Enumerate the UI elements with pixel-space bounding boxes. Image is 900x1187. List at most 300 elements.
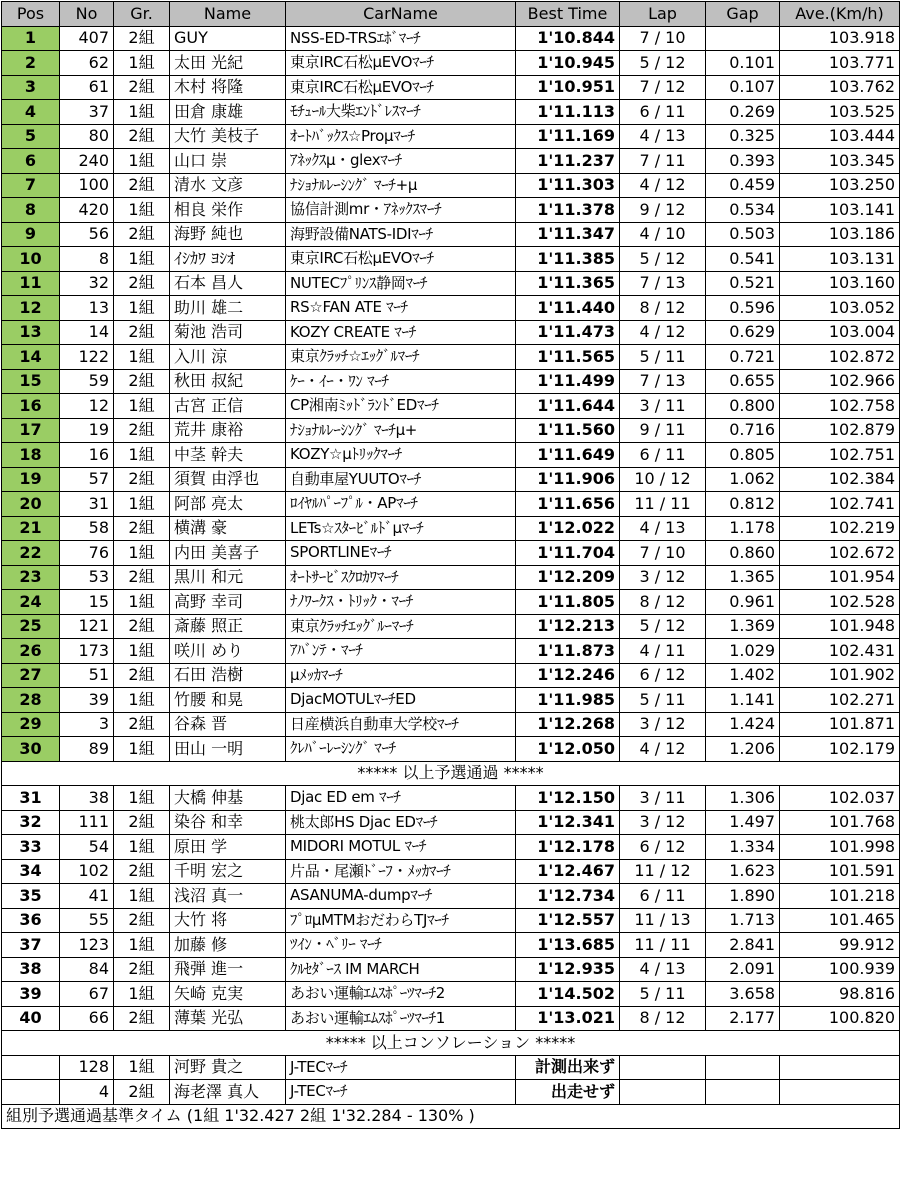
- cell-average-speed: 98.816: [780, 982, 900, 1007]
- cell-best-time: 1'12.246: [516, 663, 620, 688]
- cell-pos: 26: [2, 639, 60, 664]
- header-pos: Pos: [2, 2, 60, 27]
- cell-car-number: 56: [60, 222, 114, 247]
- cell-gap: 1.178: [706, 516, 780, 541]
- cell-pos: 1: [2, 26, 60, 51]
- cell-pos: 20: [2, 492, 60, 517]
- cell-car-name: ｸﾚﾊﾞｰﾚｰｼﾝｸﾞ ﾏｰﾁ: [286, 737, 516, 762]
- cell-car-name: ﾅｼｮﾅﾙﾚｰｼﾝｸﾞ ﾏｰﾁ+μ: [286, 173, 516, 198]
- table-row: [2, 492, 900, 517]
- cell-car-number: 59: [60, 369, 114, 394]
- cell-driver-name: 河野 貴之: [170, 1055, 286, 1080]
- table-row: [2, 124, 900, 149]
- cell-lap: 5 / 12: [620, 51, 706, 76]
- cell-best-time: 1'11.704: [516, 541, 620, 566]
- cell-best-time: 1'12.341: [516, 810, 620, 835]
- cell-gap: 3.658: [706, 982, 780, 1007]
- table-row: [2, 590, 900, 615]
- header-car-name: CarName: [286, 2, 516, 27]
- cell-pos: 14: [2, 345, 60, 370]
- cell-group: 1組: [114, 737, 170, 762]
- cell-lap: 7 / 11: [620, 149, 706, 174]
- table-row: [2, 51, 900, 76]
- cell-pos: 39: [2, 982, 60, 1007]
- table-row: [2, 663, 900, 688]
- table-row: [2, 296, 900, 321]
- cell-gap: 1.497: [706, 810, 780, 835]
- cell-group: 2組: [114, 418, 170, 443]
- cell-pos: 7: [2, 173, 60, 198]
- cell-car-name: 日産横浜自動車大学校ﾏｰﾁ: [286, 712, 516, 737]
- cell-pos: 29: [2, 712, 60, 737]
- cell-group: 1組: [114, 443, 170, 468]
- table-row: [2, 247, 900, 272]
- cell-driver-name: 山口 崇: [170, 149, 286, 174]
- cell-average-speed: [780, 1055, 900, 1080]
- cell-average-speed: 102.879: [780, 418, 900, 443]
- cell-lap: [620, 1080, 706, 1105]
- cell-lap: 3 / 11: [620, 394, 706, 419]
- cell-car-number: 61: [60, 75, 114, 100]
- cell-gap: 0.107: [706, 75, 780, 100]
- table-row: [2, 443, 900, 468]
- cell-pos: 11: [2, 271, 60, 296]
- cell-lap: 3 / 11: [620, 786, 706, 811]
- cell-car-number: 58: [60, 516, 114, 541]
- cell-lap: 4 / 12: [620, 737, 706, 762]
- cell-gap: 1.369: [706, 614, 780, 639]
- cell-car-name: RS☆FAN ATE ﾏｰﾁ: [286, 296, 516, 321]
- cell-average-speed: 102.384: [780, 467, 900, 492]
- cell-driver-name: 千明 宏之: [170, 859, 286, 884]
- cell-car-number: 16: [60, 443, 114, 468]
- cell-group: 1組: [114, 786, 170, 811]
- cell-gap: 0.541: [706, 247, 780, 272]
- cell-average-speed: 102.431: [780, 639, 900, 664]
- cell-best-time: 1'12.268: [516, 712, 620, 737]
- cell-car-number: 54: [60, 835, 114, 860]
- cell-average-speed: 99.912: [780, 933, 900, 958]
- cell-best-time: 1'12.209: [516, 565, 620, 590]
- cell-car-name: 東京IRC石松μEVOﾏｰﾁ: [286, 75, 516, 100]
- cell-car-name: 東京ｸﾗｯﾁｴｯｸﾞﾙｰﾏｰﾁ: [286, 614, 516, 639]
- cell-average-speed: 103.160: [780, 271, 900, 296]
- cell-gap: 0.800: [706, 394, 780, 419]
- table-row: [2, 198, 900, 223]
- cell-best-time: 1'11.473: [516, 320, 620, 345]
- cell-pos: 32: [2, 810, 60, 835]
- cell-best-time: 計測出来ず: [516, 1055, 620, 1080]
- cell-best-time: 1'11.365: [516, 271, 620, 296]
- table-row: [2, 982, 900, 1007]
- cell-average-speed: 100.820: [780, 1006, 900, 1031]
- cell-car-name: ﾌﾟﾛμMTMおだわらTJﾏｰﾁ: [286, 908, 516, 933]
- cell-best-time: 1'12.557: [516, 908, 620, 933]
- cell-best-time: 1'11.985: [516, 688, 620, 713]
- table-row: [2, 75, 900, 100]
- cell-driver-name: 太田 光紀: [170, 51, 286, 76]
- cell-group: 2組: [114, 75, 170, 100]
- cell-average-speed: 102.872: [780, 345, 900, 370]
- cell-lap: 11 / 13: [620, 908, 706, 933]
- cell-group: 2組: [114, 124, 170, 149]
- cell-driver-name: 横溝 豪: [170, 516, 286, 541]
- cell-group: 2組: [114, 712, 170, 737]
- cell-driver-name: 石本 昌人: [170, 271, 286, 296]
- cell-car-name: MIDORI MOTUL ﾏｰﾁ: [286, 835, 516, 860]
- cell-driver-name: 大竹 将: [170, 908, 286, 933]
- cell-pos: 34: [2, 859, 60, 884]
- cell-gap: 1.424: [706, 712, 780, 737]
- cell-group: 2組: [114, 1080, 170, 1105]
- cell-car-name: LETs☆ｽﾀｰﾋﾞﾙﾄﾞμﾏｰﾁ: [286, 516, 516, 541]
- cell-pos: 18: [2, 443, 60, 468]
- cell-best-time: 1'12.213: [516, 614, 620, 639]
- cell-car-number: 121: [60, 614, 114, 639]
- table-row: [2, 320, 900, 345]
- cell-pos: 28: [2, 688, 60, 713]
- cell-car-number: 122: [60, 345, 114, 370]
- cell-driver-name: 谷森 晋: [170, 712, 286, 737]
- cell-car-number: 19: [60, 418, 114, 443]
- cell-best-time: 1'11.565: [516, 345, 620, 370]
- table-row: [2, 565, 900, 590]
- cell-gap: 2.177: [706, 1006, 780, 1031]
- cell-car-name: あおい運輸ｴﾑｽﾎﾟｰﾂﾏｰﾁ2: [286, 982, 516, 1007]
- cell-gap: 0.101: [706, 51, 780, 76]
- cell-car-number: 55: [60, 908, 114, 933]
- table-row: [2, 908, 900, 933]
- cell-group: 2組: [114, 222, 170, 247]
- qualified-separator-section: [2, 761, 900, 786]
- cell-gap: 0.325: [706, 124, 780, 149]
- cell-lap: 4 / 11: [620, 639, 706, 664]
- cell-gap: 0.503: [706, 222, 780, 247]
- cell-group: 2組: [114, 663, 170, 688]
- cell-lap: 4 / 12: [620, 320, 706, 345]
- cell-pos: 24: [2, 590, 60, 615]
- cell-pos: 19: [2, 467, 60, 492]
- cell-average-speed: 103.052: [780, 296, 900, 321]
- cell-driver-name: 加藤 修: [170, 933, 286, 958]
- cell-average-speed: 103.525: [780, 100, 900, 125]
- cell-best-time: 1'10.945: [516, 51, 620, 76]
- cell-car-name: KOZY CREATE ﾏｰﾁ: [286, 320, 516, 345]
- cell-car-number: 41: [60, 884, 114, 909]
- cell-car-number: 39: [60, 688, 114, 713]
- cell-gap: 0.269: [706, 100, 780, 125]
- cell-car-number: 15: [60, 590, 114, 615]
- cell-driver-name: 入川 涼: [170, 345, 286, 370]
- cell-car-number: 407: [60, 26, 114, 51]
- cell-pos: 9: [2, 222, 60, 247]
- cell-driver-name: 古宮 正信: [170, 394, 286, 419]
- cell-pos: 15: [2, 369, 60, 394]
- cell-car-name: 協信計測mr・ｱﾈｯｸｽﾏｰﾁ: [286, 198, 516, 223]
- cell-best-time: 1'11.385: [516, 247, 620, 272]
- cell-pos: 38: [2, 957, 60, 982]
- cell-car-name: CP湘南ﾐｯﾄﾞﾗﾝﾄﾞEDﾏｰﾁ: [286, 394, 516, 419]
- cell-lap: 11 / 12: [620, 859, 706, 884]
- cell-best-time: 1'11.169: [516, 124, 620, 149]
- cell-best-time: 1'12.178: [516, 835, 620, 860]
- cell-group: 1組: [114, 688, 170, 713]
- cell-pos: 12: [2, 296, 60, 321]
- cell-car-name: ﾂｲﾝ・ﾍﾞﾘｰ ﾏｰﾁ: [286, 933, 516, 958]
- cell-car-name: NSS-ED-TRSｴﾎﾞﾏｰﾁ: [286, 26, 516, 51]
- cell-lap: 4 / 13: [620, 957, 706, 982]
- cell-lap: 6 / 12: [620, 663, 706, 688]
- cell-car-name: DjacMOTULﾏｰﾁED: [286, 688, 516, 713]
- cell-driver-name: 助川 雄二: [170, 296, 286, 321]
- cell-lap: 3 / 12: [620, 565, 706, 590]
- cell-best-time: 1'12.150: [516, 786, 620, 811]
- separator-row: [2, 761, 900, 786]
- cell-average-speed: 103.771: [780, 51, 900, 76]
- cell-car-number: 100: [60, 173, 114, 198]
- header-no: No: [60, 2, 114, 27]
- cell-average-speed: 102.751: [780, 443, 900, 468]
- cell-pos: 30: [2, 737, 60, 762]
- cell-lap: 3 / 12: [620, 712, 706, 737]
- header-best-time: Best Time: [516, 2, 620, 27]
- cell-driver-name: 大橋 伸基: [170, 786, 286, 811]
- cell-average-speed: 101.871: [780, 712, 900, 737]
- cell-gap: [706, 1055, 780, 1080]
- header-name: Name: [170, 2, 286, 27]
- cell-pos: 27: [2, 663, 60, 688]
- cell-best-time: 1'11.873: [516, 639, 620, 664]
- cell-pos: 2: [2, 51, 60, 76]
- cell-group: 2組: [114, 173, 170, 198]
- cell-pos: 4: [2, 100, 60, 125]
- cell-group: 2組: [114, 565, 170, 590]
- cell-pos: 36: [2, 908, 60, 933]
- cell-driver-name: 秋田 叔紀: [170, 369, 286, 394]
- cell-car-name: ﾓﾁｭｰﾙ大柴ｴﾝﾄﾞﾚｽﾏｰﾁ: [286, 100, 516, 125]
- cell-group: 1組: [114, 394, 170, 419]
- cell-lap: 4 / 10: [620, 222, 706, 247]
- cell-car-number: 4: [60, 1080, 114, 1105]
- cell-group: 2組: [114, 957, 170, 982]
- cell-lap: 8 / 12: [620, 1006, 706, 1031]
- footer-row: [2, 1104, 900, 1129]
- cell-car-number: 240: [60, 149, 114, 174]
- cell-average-speed: 101.948: [780, 614, 900, 639]
- cell-average-speed: [780, 1080, 900, 1105]
- footer-section: [2, 1104, 900, 1129]
- cell-car-number: 32: [60, 271, 114, 296]
- table-row: [2, 100, 900, 125]
- cell-gap: 1.029: [706, 639, 780, 664]
- cell-driver-name: 須賀 由浮也: [170, 467, 286, 492]
- cell-best-time: 1'11.440: [516, 296, 620, 321]
- cell-car-name: SPORTLINEﾏｰﾁ: [286, 541, 516, 566]
- cell-group: 2組: [114, 1006, 170, 1031]
- cell-gap: 1.206: [706, 737, 780, 762]
- cell-group: 1組: [114, 345, 170, 370]
- cell-best-time: 1'11.560: [516, 418, 620, 443]
- cell-car-number: 8: [60, 247, 114, 272]
- table-row: [2, 271, 900, 296]
- cell-group: 2組: [114, 320, 170, 345]
- cell-pos: 17: [2, 418, 60, 443]
- cell-driver-name: 内田 美喜子: [170, 541, 286, 566]
- cell-pos: 25: [2, 614, 60, 639]
- cell-best-time: 1'13.685: [516, 933, 620, 958]
- cell-average-speed: 102.219: [780, 516, 900, 541]
- cell-gap: 0.521: [706, 271, 780, 296]
- table-row: [2, 369, 900, 394]
- cell-pos: [2, 1080, 60, 1105]
- table-row: [2, 149, 900, 174]
- cell-pos: 31: [2, 786, 60, 811]
- table-row: [2, 712, 900, 737]
- cell-driver-name: 浅沼 真一: [170, 884, 286, 909]
- cell-lap: 7 / 13: [620, 271, 706, 296]
- table-row: [2, 737, 900, 762]
- cell-car-number: 14: [60, 320, 114, 345]
- header-lap: Lap: [620, 2, 706, 27]
- cell-best-time: 1'11.656: [516, 492, 620, 517]
- cell-driver-name: 石田 浩樹: [170, 663, 286, 688]
- cell-lap: 3 / 12: [620, 810, 706, 835]
- cell-driver-name: 菊池 浩司: [170, 320, 286, 345]
- cell-pos: 10: [2, 247, 60, 272]
- cell-average-speed: 103.131: [780, 247, 900, 272]
- cell-lap: 5 / 11: [620, 982, 706, 1007]
- cell-car-name: ｱﾊﾞﾝﾃ・ﾏｰﾁ: [286, 639, 516, 664]
- cell-best-time: 1'12.734: [516, 884, 620, 909]
- cell-pos: 16: [2, 394, 60, 419]
- cell-lap: 9 / 12: [620, 198, 706, 223]
- table-row: [2, 835, 900, 860]
- cell-driver-name: 矢崎 克実: [170, 982, 286, 1007]
- cell-group: 1組: [114, 884, 170, 909]
- cell-average-speed: 101.465: [780, 908, 900, 933]
- cell-car-name: KOZY☆μﾄﾘｯｸﾏｰﾁ: [286, 443, 516, 468]
- cell-gap: [706, 1080, 780, 1105]
- cell-average-speed: 103.444: [780, 124, 900, 149]
- cell-best-time: 1'14.502: [516, 982, 620, 1007]
- cell-group: 2組: [114, 859, 170, 884]
- cell-average-speed: 102.966: [780, 369, 900, 394]
- cell-group: 1組: [114, 835, 170, 860]
- cell-pos: [2, 1055, 60, 1080]
- cell-group: 1組: [114, 247, 170, 272]
- cell-car-name: J-TECﾏｰﾁ: [286, 1055, 516, 1080]
- header-row: [2, 2, 900, 27]
- cell-gap: 2.841: [706, 933, 780, 958]
- header-gap: Gap: [706, 2, 780, 27]
- cell-pos: 35: [2, 884, 60, 909]
- cell-lap: 5 / 11: [620, 688, 706, 713]
- cell-best-time: 1'11.237: [516, 149, 620, 174]
- table-row: [2, 394, 900, 419]
- cell-pos: 37: [2, 933, 60, 958]
- results-table: [1, 1, 900, 1129]
- cell-group: 2組: [114, 369, 170, 394]
- cell-driver-name: 清水 文彦: [170, 173, 286, 198]
- cell-driver-name: 染谷 和幸: [170, 810, 286, 835]
- cell-group: 1組: [114, 982, 170, 1007]
- cell-car-name: 東京ｸﾗｯﾁ☆ｴｯｸﾞﾙﾏｰﾁ: [286, 345, 516, 370]
- cell-driver-name: 原田 学: [170, 835, 286, 860]
- cell-lap: 7 / 12: [620, 75, 706, 100]
- table-row: [2, 1055, 900, 1080]
- cell-car-name: 自動車屋YUUTOﾏｰﾁ: [286, 467, 516, 492]
- cell-pos: 23: [2, 565, 60, 590]
- cell-lap: 4 / 12: [620, 173, 706, 198]
- cell-average-speed: 101.218: [780, 884, 900, 909]
- cell-car-number: 123: [60, 933, 114, 958]
- cell-average-speed: 102.741: [780, 492, 900, 517]
- cell-car-number: 13: [60, 296, 114, 321]
- cell-car-number: 420: [60, 198, 114, 223]
- table-row: [2, 26, 900, 51]
- separator-row: [2, 1031, 900, 1056]
- cell-car-number: 57: [60, 467, 114, 492]
- cell-average-speed: 103.004: [780, 320, 900, 345]
- cell-driver-name: 海老澤 真人: [170, 1080, 286, 1105]
- cell-car-name: ｱﾈｯｸｽμ・glexﾏｰﾁ: [286, 149, 516, 174]
- cell-driver-name: 竹腰 和晃: [170, 688, 286, 713]
- cell-group: 2組: [114, 467, 170, 492]
- cell-driver-name: 荒井 康裕: [170, 418, 286, 443]
- cell-gap: 1.334: [706, 835, 780, 860]
- cell-car-name: ﾅﾉﾜｰｸｽ・ﾄﾘｯｸ・ﾏｰﾁ: [286, 590, 516, 615]
- cell-car-name: ｵｰﾄﾊﾞｯｸｽ☆Proμﾏｰﾁ: [286, 124, 516, 149]
- cell-car-number: 38: [60, 786, 114, 811]
- cell-driver-name: 中茎 幹夫: [170, 443, 286, 468]
- cell-pos: 6: [2, 149, 60, 174]
- cell-average-speed: 101.768: [780, 810, 900, 835]
- cell-car-name: 桃太郎HS Djac EDﾏｰﾁ: [286, 810, 516, 835]
- table-row: [2, 541, 900, 566]
- consolation-separator-section: [2, 1031, 900, 1056]
- cell-lap: 6 / 11: [620, 100, 706, 125]
- unclassified-section: [2, 1055, 900, 1104]
- header-group: Gr.: [114, 2, 170, 27]
- cell-average-speed: 102.758: [780, 394, 900, 419]
- cell-lap: 8 / 12: [620, 590, 706, 615]
- cell-car-number: 37: [60, 100, 114, 125]
- cell-gap: 2.091: [706, 957, 780, 982]
- header-average-speed: Ave.(Km/h): [780, 2, 900, 27]
- cell-gap: 1.141: [706, 688, 780, 713]
- table-row: [2, 1080, 900, 1105]
- cell-car-name: 東京IRC石松μEVOﾏｰﾁ: [286, 51, 516, 76]
- cell-gap: 0.860: [706, 541, 780, 566]
- cell-driver-name: 田山 一明: [170, 737, 286, 762]
- cell-gap: 1.402: [706, 663, 780, 688]
- cell-car-name: 海野設備NATS-IDIﾏｰﾁ: [286, 222, 516, 247]
- cell-group: 2組: [114, 516, 170, 541]
- cell-group: 2組: [114, 908, 170, 933]
- cell-group: 1組: [114, 590, 170, 615]
- cell-car-name: ﾅｼｮﾅﾙﾚｰｼﾝｸﾞ ﾏｰﾁμ+: [286, 418, 516, 443]
- table-row: [2, 884, 900, 909]
- cell-gap: 0.812: [706, 492, 780, 517]
- cell-car-name: NUTECﾌﾟﾘﾝｽ静岡ﾏｰﾁ: [286, 271, 516, 296]
- cell-lap: 5 / 12: [620, 247, 706, 272]
- cell-gap: 1.306: [706, 786, 780, 811]
- cell-car-number: 62: [60, 51, 114, 76]
- cell-best-time: 1'11.378: [516, 198, 620, 223]
- cell-average-speed: 103.345: [780, 149, 900, 174]
- cell-gap: 0.655: [706, 369, 780, 394]
- cell-average-speed: 102.037: [780, 786, 900, 811]
